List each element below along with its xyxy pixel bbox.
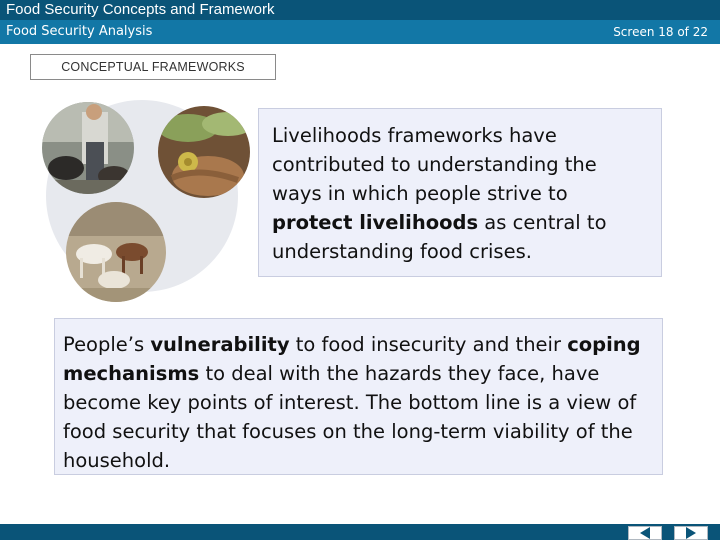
livelihoods-text-2: as central to understanding food crises. [272,211,607,263]
cattle-herd-photo [66,202,166,302]
previous-screen-button[interactable] [628,526,662,540]
next-screen-button[interactable] [674,526,708,540]
triangle-left-icon [640,527,650,539]
livelihoods-paragraph [272,121,652,266]
section-tab-label: CONCEPTUAL FRAMEWORKS [30,54,276,80]
protect-livelihoods-emphasis: protect livelihoods [272,211,479,234]
vulnerability-text-3: to deal with the hazards they face, have become key points of interest. The bottom line is a view of food security that focuses on the long-term viability of the household. [63,362,637,472]
app-title: Food Security Concepts and Framework [6,1,275,18]
title-bar [0,0,720,20]
vulnerability-paragraph [63,330,653,475]
vulnerability-emphasis: vulnerability [150,333,290,356]
livelihoods-text-box [258,108,662,277]
man-with-turkeys-photo [42,102,134,194]
footer-bar [0,524,720,540]
coping-mechanisms-emphasis: coping mechanisms [63,333,641,385]
vulnerability-text-box [54,318,663,475]
section-bar [0,20,720,44]
triangle-right-icon [686,527,696,539]
hands-holding-fruit-photo [158,106,250,198]
screen-counter: Screen 18 of 22 [613,25,708,39]
section-title: Food Security Analysis [6,24,153,39]
vulnerability-text-1: People’s [63,333,151,356]
livelihoods-text-1: Livelihoods frameworks have contributed to understanding the ways in which people strive to [272,124,597,205]
photo-collage [30,96,270,312]
vulnerability-text-2: to food insecurity and their [289,333,568,356]
